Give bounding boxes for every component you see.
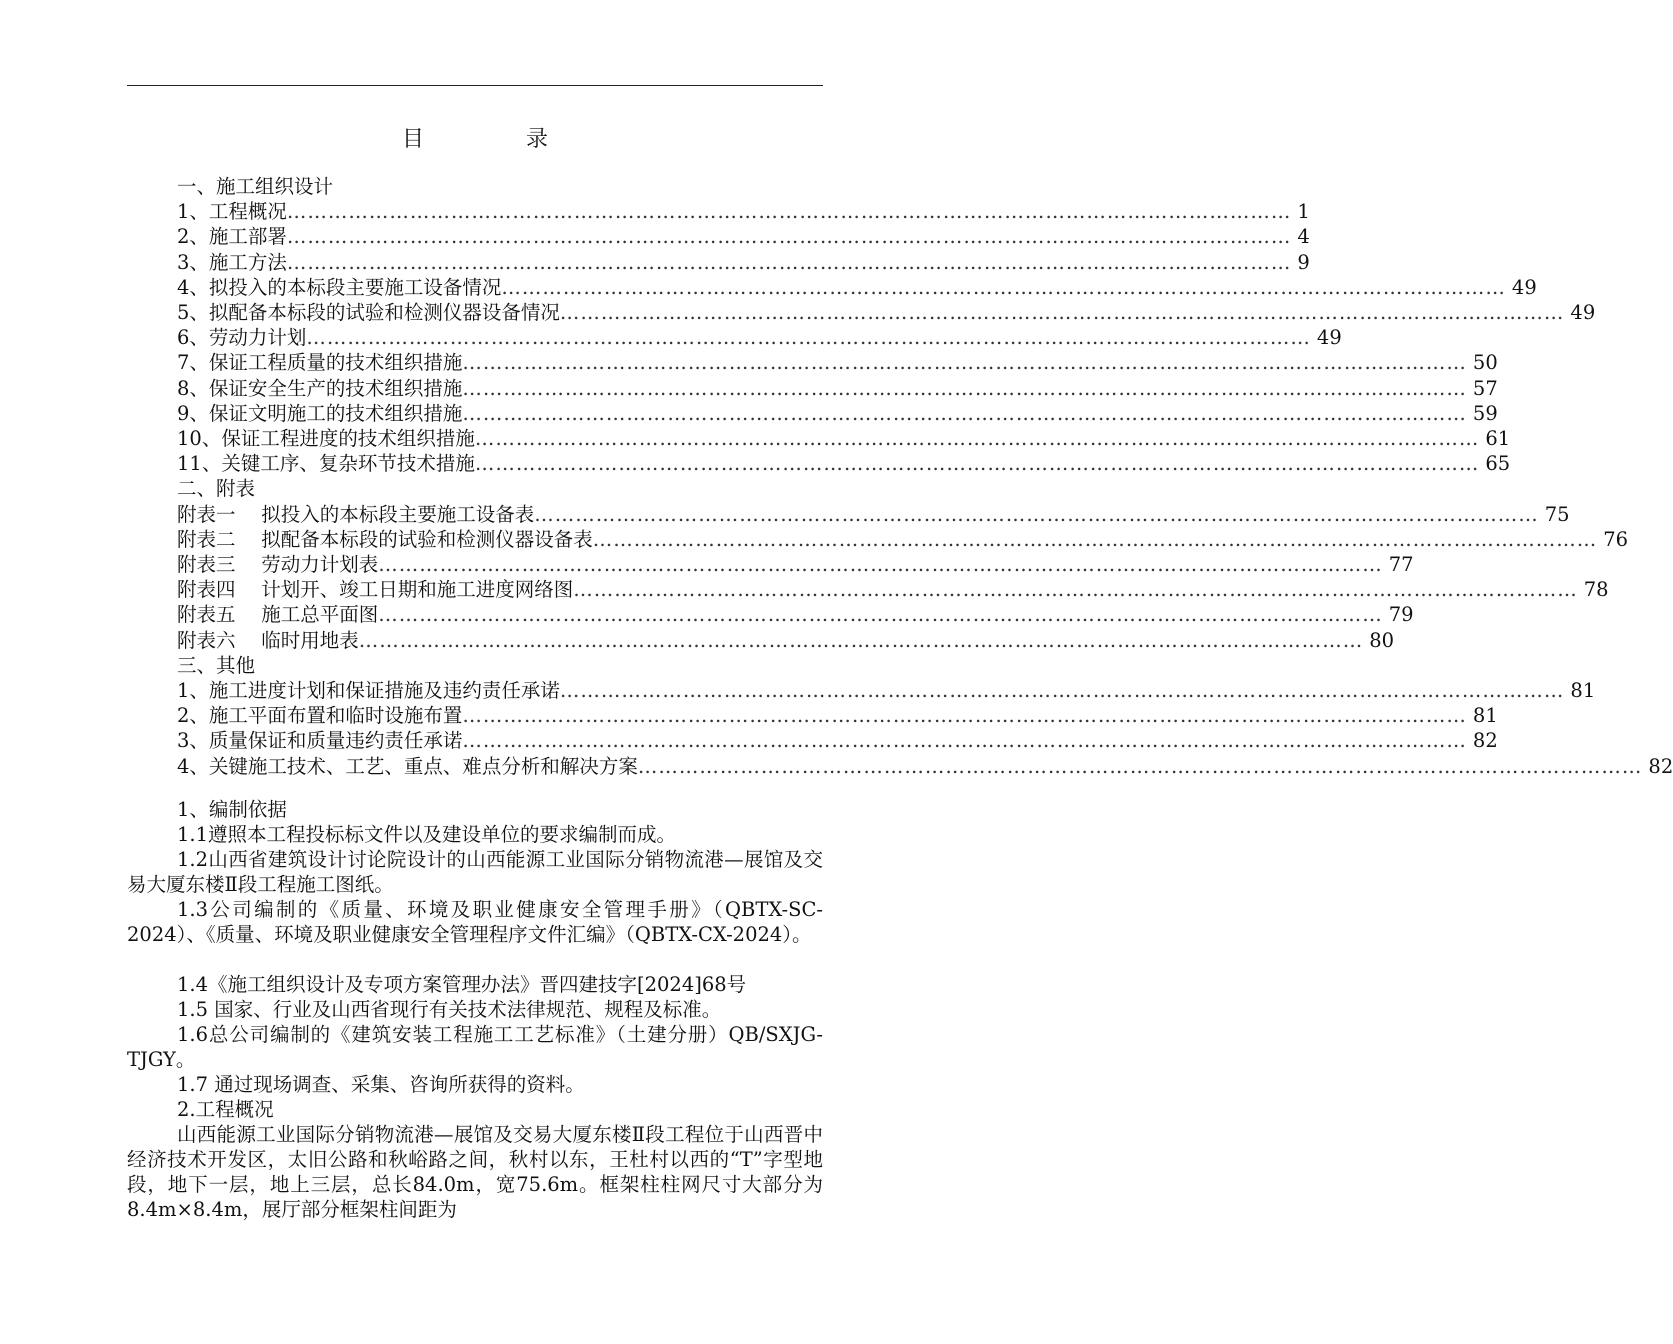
toc-entry-label: 4、拟投入的本标段主要施工设备情况 (177, 275, 502, 299)
toc-entry-page: 81 (1472, 704, 1498, 728)
toc-entry[interactable] (177, 527, 1629, 552)
toc-entry[interactable] (177, 577, 1609, 602)
header-rule (127, 85, 823, 86)
paragraph: 1.6总公司编制的《建筑安装工程施工工艺标准》（土建分册）QB/SXJG-TJGY。 (127, 1023, 823, 1071)
toc-entry-label: 10、保证工程进度的技术组织措施 (177, 427, 475, 450)
toc-entry-label: 6、劳动力计划 (177, 326, 307, 350)
toc-leader-dots: ………………………………………………………………………………………………………………………………… (462, 351, 1467, 375)
toc-entry-label: 9、保证文明施工的技术组织措施 (177, 401, 463, 425)
toc-entry-page: 79 (1388, 603, 1414, 627)
toc-leader-dots: ………………………………………………………………………………………………………………………………… (286, 200, 1292, 224)
toc-entry[interactable] (177, 401, 1498, 426)
toc-entry[interactable] (177, 224, 1310, 249)
toc-entry-label: 8、保证安全生产的技术组织措施 (177, 376, 463, 400)
toc-leader-dots: ………………………………………………………………………………………………………………………………… (474, 427, 1480, 450)
toc-entry-page: 78 (1583, 578, 1609, 602)
toc-entry-page: 82 (1648, 754, 1673, 778)
toc-leader-dots: ………………………………………………………………………………………………………………………………… (378, 603, 1383, 627)
toc-entry-page: 80 (1369, 628, 1395, 652)
toc-entry-label: 附表三 劳动力计划表 (177, 553, 379, 576)
toc-entry[interactable] (177, 376, 1498, 401)
section-heading: 1、编制依据 (177, 798, 287, 821)
toc-entry-page: 9 (1297, 250, 1310, 274)
toc-entry[interactable] (177, 628, 1395, 653)
toc-entry-page: 4 (1297, 225, 1310, 249)
paragraph: 山西能源工业国际分销物流港—展馆及交易大厦东楼Ⅱ段工程位于山西晋中经济技术开发区，太旧公路和秋峪路之间，秋村以东，王杜村以西的“T”字型地段，地下一层，地上三层，总长84.0m，宽75.6m。框架柱柱网尺寸大部分为8.4m×8.4m，展厅部分框架柱间距为 (127, 1123, 823, 1221)
toc-entry-label: 附表四 计划开、竣工日期和施工进度网络图 (177, 578, 574, 602)
toc-entry-page: 77 (1388, 553, 1414, 576)
paragraph: 1.2山西省建筑设计讨论院设计的山西能源工业国际分销物流港—展馆及交易大厦东楼Ⅱ段工程施工图纸。 (127, 848, 823, 896)
toc-entry-page: 61 (1485, 427, 1511, 450)
toc-leader-dots: ………………………………………………………………………………………………………………………………… (462, 376, 1467, 400)
toc-entry-label: 1、工程概况 (177, 200, 287, 224)
page-title: 目 录 (401, 127, 588, 152)
toc-entry[interactable] (177, 678, 1596, 703)
toc-section-heading: 三、其他 (177, 653, 256, 677)
toc-entry[interactable] (177, 552, 1414, 577)
toc-entry-page: 1 (1297, 200, 1310, 224)
toc-leader-dots: ………………………………………………………………………………………………………………………………… (474, 452, 1480, 476)
toc-entry-label: 2、施工部署 (177, 225, 287, 249)
toc-entry-label: 附表六 临时用地表 (177, 628, 359, 652)
toc-entry-page: 75 (1544, 502, 1570, 526)
toc-section-heading: 二、附表 (177, 477, 256, 501)
toc-entry[interactable] (177, 350, 1498, 375)
toc-entry[interactable] (177, 502, 1570, 527)
toc-entry[interactable] (177, 426, 1511, 451)
toc-entry[interactable] (177, 199, 1310, 224)
toc-entry[interactable] (177, 300, 1596, 325)
toc-section-heading: 一、施工组织设计 (177, 175, 334, 198)
paragraph: 1.3公司编制的《质量、环境及职业健康安全管理手册》（QBTX-SC-2024）、《质量、环境及职业健康安全管理程序文件汇编》（QBTX-CX-2024）。 (127, 898, 823, 946)
toc-entry-label: 5、拟配备本标段的试验和检测仪器设备情况 (177, 301, 560, 324)
toc-leader-dots: ………………………………………………………………………………………………………………………………… (358, 628, 1364, 652)
toc-leader-dots: ………………………………………………………………………………………………………………………………… (462, 729, 1467, 753)
toc-entry-page: 76 (1603, 527, 1629, 551)
toc-entry-page: 65 (1485, 452, 1511, 476)
toc-entry-label: 11、关键工序、复杂环节技术措施 (177, 452, 475, 476)
toc-leader-dots: ………………………………………………………………………………………………………………………………… (592, 527, 1598, 551)
toc-leader-dots: ………………………………………………………………………………………………………………………………… (462, 401, 1467, 425)
paragraph: 1.4《施工组织设计及专项方案管理办法》晋四建技字[2024]68号 (177, 973, 747, 996)
section-heading: 2.工程概况 (177, 1098, 274, 1121)
toc-entry-label: 3、施工方法 (177, 250, 287, 274)
toc-leader-dots: ………………………………………………………………………………………………………………………………… (378, 553, 1383, 576)
toc-entry-page: 59 (1472, 401, 1498, 425)
toc-leader-dots: ………………………………………………………………………………………………………………………………… (306, 326, 1311, 350)
toc-entry[interactable] (177, 451, 1511, 476)
toc-leader-dots: ………………………………………………………………………………………………………………………………… (573, 578, 1578, 602)
toc-entry[interactable] (177, 602, 1414, 627)
toc-leader-dots: ………………………………………………………………………………………………………………………………… (286, 225, 1292, 249)
toc-entry-label: 4、关键施工技术、工艺、重点、难点分析和解决方案 (177, 754, 638, 778)
toc-entry[interactable] (177, 703, 1498, 728)
toc-entry-page: 50 (1472, 351, 1498, 375)
toc-entry[interactable] (177, 275, 1537, 300)
toc-entry-label: 3、质量保证和质量违约责任承诺 (177, 729, 463, 753)
toc-leader-dots: ………………………………………………………………………………………………………………………………… (534, 502, 1539, 526)
toc-entry-page: 49 (1570, 301, 1596, 324)
toc-entry-label: 2、施工平面布置和临时设施布置 (177, 704, 463, 728)
toc-entry-page: 81 (1570, 679, 1596, 702)
toc-leader-dots: ………………………………………………………………………………………………………………………………… (501, 275, 1506, 299)
toc-entry-page: 49 (1316, 326, 1342, 350)
toc-entry-label: 7、保证工程质量的技术组织措施 (177, 351, 463, 375)
paragraph: 1.5 国家、行业及山西省现行有关技术法律规范、规程及标准。 (177, 998, 722, 1021)
toc-leader-dots: ………………………………………………………………………………………………………………………………… (637, 754, 1643, 778)
toc-entry-label: 附表二 拟配备本标段的试验和检测仪器设备表 (177, 527, 593, 551)
toc-entry-page: 82 (1472, 729, 1498, 753)
toc-entry-label: 1、施工进度计划和保证措施及违约责任承诺 (177, 679, 560, 702)
toc-entry[interactable] (177, 325, 1342, 350)
paragraph: 1.7 通过现场调查、采集、咨询所获得的资料。 (177, 1073, 585, 1096)
toc-entry[interactable] (177, 754, 1673, 779)
toc-entry-label: 附表五 施工总平面图 (177, 603, 379, 627)
toc-leader-dots: ………………………………………………………………………………………………………………………………… (559, 301, 1565, 324)
paragraph: 1.1遵照本工程投标标文件以及建设单位的要求编制而成。 (177, 823, 677, 846)
toc-leader-dots: ………………………………………………………………………………………………………………………………… (286, 250, 1292, 274)
toc-leader-dots: ………………………………………………………………………………………………………………………………… (559, 679, 1565, 702)
toc-entry-page: 57 (1472, 376, 1498, 400)
toc-entry-label: 附表一 拟投入的本标段主要施工设备表 (177, 502, 535, 526)
toc-entry[interactable] (177, 728, 1498, 753)
toc-entry-page: 49 (1511, 275, 1537, 299)
toc-entry[interactable] (177, 250, 1310, 275)
toc-leader-dots: ………………………………………………………………………………………………………………………………… (462, 704, 1467, 728)
